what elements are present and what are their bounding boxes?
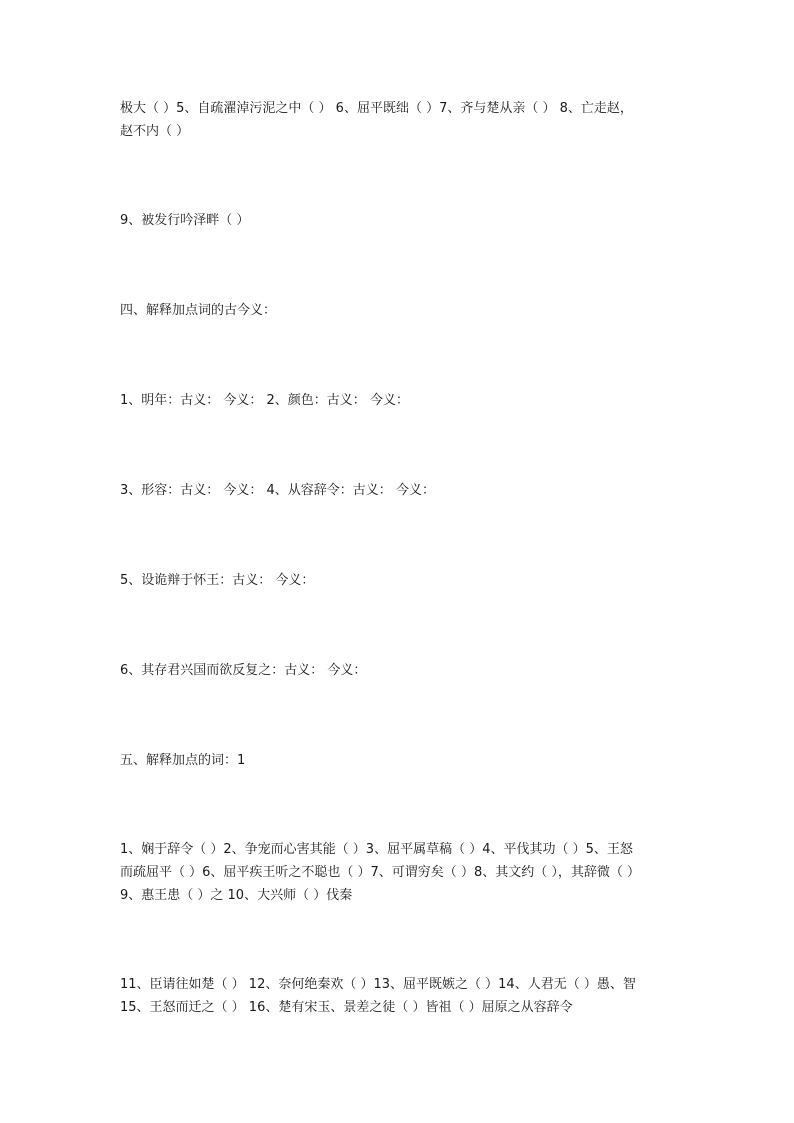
section-4-item-5 — [120, 569, 690, 592]
text-line: 5、设诡辩于怀王：古义： 今义： — [120, 573, 315, 588]
section-4-item-6 — [120, 659, 690, 682]
text-line: 6、其存君兴国而欲反复之：古义： 今义： — [120, 663, 367, 678]
text-line: 1、娴于辞令（ ）2、争宠而心害其能（ ）3、屈平属草稿（ ）4、平伐其功（ ）5、王怒 — [120, 842, 633, 857]
question-item-9 — [120, 209, 690, 232]
text-line: 9、被发行吟泽畔（ ） — [120, 213, 250, 228]
text-line: 而疏屈平（ ）6、屈平疾王听之不聪也（ ）7、可谓穷矣（ ）8、其文约（ ），其辞微（ ） — [120, 865, 640, 880]
text-line: 15、王怒而迁之（ ） 16、楚有宋玉、景差之徒（ ）皆祖（ ）屈原之从容辞令 — [120, 1000, 573, 1015]
question-block-3-continued — [120, 97, 690, 143]
section-5-items-11-16 — [120, 973, 690, 1019]
text-line: 1、明年：古义： 今义： 2、颜色：古义： 今义： — [120, 393, 409, 408]
section-5-items-1-10 — [120, 838, 690, 907]
heading: 五、解释加点的词：1 — [120, 753, 246, 768]
text-line: 9、惠王患（ ）之 10、大兴师（ ）伐秦 — [120, 888, 353, 903]
text-line: 赵不内（ ） — [120, 124, 190, 139]
section-5-title — [120, 749, 690, 772]
heading: 四、解释加点词的古今义： — [120, 303, 277, 318]
text-line: 3、形容：古义： 今义： 4、从容辞令：古义： 今义： — [120, 483, 435, 498]
section-4-item-1-2 — [120, 389, 690, 412]
section-4-title — [120, 299, 690, 322]
text-line: 极大（ ）5、自疏濯淖污泥之中（ ） 6、屈平既绌（ ）7、齐与楚从亲（ ） 8、亡走赵， — [120, 101, 633, 116]
section-4-item-3-4 — [120, 479, 690, 502]
text-line: 11、臣请往如楚（ ） 12、奈何绝秦欢（ ）13、屈平既嫉之（ ）14、人君无（ ）愚、智 — [120, 977, 636, 992]
